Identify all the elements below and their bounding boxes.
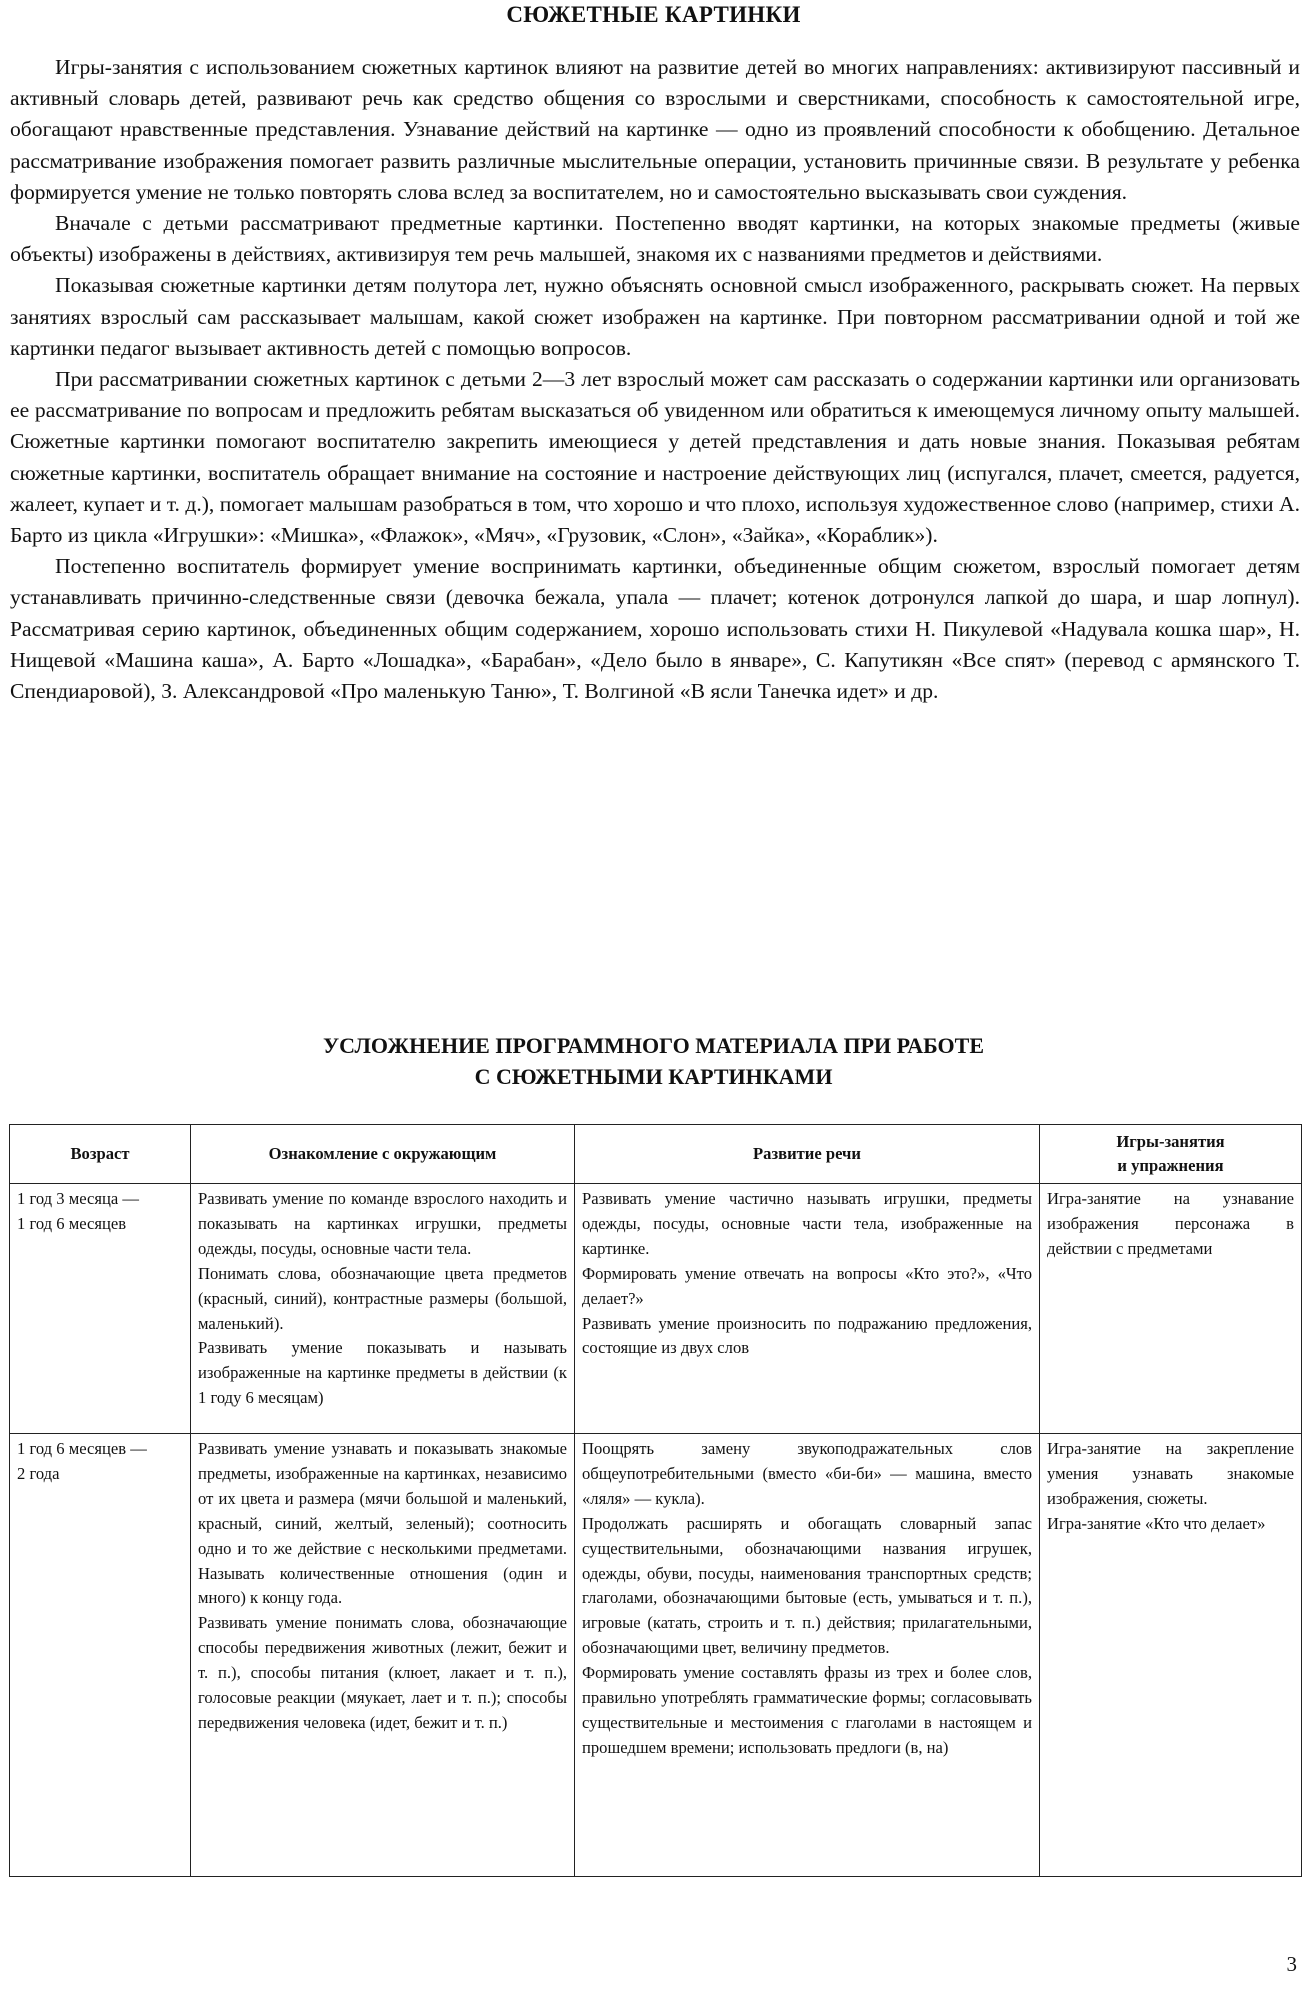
- speech-cell: [575, 1434, 1040, 1877]
- section-heading-line: УСЛОЖНЕНИЕ ПРОГРАММНОГО МАТЕРИАЛА ПРИ РАБОТЕ: [322, 1033, 985, 1058]
- header-age: Возраст: [10, 1125, 191, 1184]
- paragraph: Игры-занятия с использованием сюжетных картинок влияют на развитие детей во многих направлениях: активизируют пассивный и активный словарь детей, развивают речь как средство общения со взрослыми и сверстниками, способность к самостоятельной игре, обогащают нравственные представления. Узнавание действий на картинке — одно из проявлений способности к обобщению. Детальное рассматривание изображения помогает развить различные мыслительные операции, установить причинные связи. В результате у ребенка формируется умение не только повторять слова вслед за воспитателем, но и самостоятельно высказывать свои суждения.: [10, 55, 1300, 204]
- age-line: 1 год 6 месяцев: [17, 1213, 127, 1233]
- header-games: [1040, 1125, 1302, 1184]
- paragraph: Постепенно воспитатель формирует умение воспринимать картинки, объединенные общим сюжетом, взрослый помогает детям устанавливать причинно-следственные связи (девочка бежала, упала — плачет; котенок дотронулся лапкой до шара, и шар лопнул). Рассматривая серию картинок, объединенных общим содержанием, хорошо использовать стихи Н. Пикулевой «Надувала кошка шар», Н. Нищевой «Машина каша», А. Барто «Лошадка», «Барабан», «Дело было в январе», С. Капутикян «Все спят» (перевод с армянского Т. Спендиаровой), З. Александровой «Про маленькую Таню», Т. Волгиной «В ясли Танечка идет» и др.: [10, 554, 1300, 704]
- paragraph: Показывая сюжетные картинки детям полутора лет, нужно объяснять основной смысл изображенного, раскрывать сюжет. На первых занятиях взрослый сам рассказывает малышам, какой сюжет изображен на картинке. При повторном рассматривании одной и той же картинки педагог вызывает активность детей с помощью вопросов.: [10, 273, 1300, 360]
- cell-paragraph: Развивать умение показывать и называть изображенные на картинке предметы в действии (к 1 году 6 месяцам): [198, 1338, 567, 1408]
- age-line: 1 год 6 месяцев —: [17, 1439, 147, 1458]
- cell-paragraph: Развивать умение частично называть игрушки, предметы одежды, посуды, основные части тела, изображенные на картинке.: [582, 1189, 1032, 1258]
- cell-paragraph: Формировать умение отвечать на вопросы «Кто это?», «Что делает?»: [582, 1263, 1032, 1308]
- page-number: 3: [1286, 1952, 1297, 1976]
- cell-paragraph: Развивать умение произносить по подражанию предложения, состоящие из двух слов: [582, 1313, 1032, 1358]
- paragraph: Вначале с детьми рассматривают предметные картинки. Постепенно вводят картинки, на которых знакомые предметы (живые объекты) изображены в действиях, активизируя тем речь малышей, знакомя их с названиями предметов и действиями.: [10, 211, 1300, 267]
- age-cell: [10, 1434, 191, 1877]
- intro-text: [10, 52, 1300, 707]
- table-row: [10, 1184, 1302, 1434]
- speech-cell: [575, 1184, 1040, 1434]
- environment-cell: [191, 1434, 575, 1877]
- header-games-line: и упражнения: [1117, 1156, 1224, 1175]
- cell-paragraph: Формировать умение составлять фразы из трех и более слов, правильно употреблять грамматические формы; согласовывать существительные и местоимения с глаголами в настоящем и прошедшем времени; использовать предлоги (в, на): [582, 1663, 1032, 1757]
- header-speech: Развитие речи: [575, 1125, 1040, 1184]
- games-cell: [1040, 1184, 1302, 1434]
- games-cell: [1040, 1434, 1302, 1877]
- program-table: [9, 1124, 1302, 1877]
- cell-paragraph: Понимать слова, обозначающие цвета предметов (красный, синий), контрастные размеры (большой, маленький).: [198, 1263, 567, 1333]
- cell-paragraph: Игра-занятие на закрепление умения узнавать знакомые изображения, сюжеты.: [1047, 1439, 1294, 1508]
- table-header-row: [10, 1125, 1302, 1184]
- cell-paragraph: Развивать умение узнавать и показывать знакомые предметы, изображенные на картинках, независимо от их цвета и размера (мячи большой и маленький, красный, синий, желтый, зеленый); соотносить одно и то же действие с несколькими предметами. Называть количественные отношения (один и много) к концу года.: [198, 1439, 567, 1608]
- age-cell: [10, 1184, 191, 1434]
- age-line: 1 год 3 месяца —: [17, 1189, 139, 1208]
- cell-paragraph: Продолжать расширять и обогащать словарный запас существительными, обозначающими названия игрушек, одежды, обуви, посуды, наименования транспортных средств; глаголами, обозначающими бытовые (есть, умываться и т. п.), игровые (катать, строить и т. п.) действия; прилагательными, обозначающими цвет, величину предметов.: [582, 1513, 1032, 1658]
- cell-paragraph: Игра-занятие на узнавание изображения персонажа в действии с предметами: [1047, 1189, 1294, 1258]
- cell-paragraph: Развивать умение по команде взрослого находить и показывать на картинках игрушки, предметы одежды, посуды, основные части тела.: [198, 1189, 567, 1258]
- header-environment: Ознакомление с окружающим: [191, 1125, 575, 1184]
- page-title: СЮЖЕТНЫЕ КАРТИНКИ: [506, 2, 801, 27]
- cell-paragraph: Поощрять замену звукоподражательных слов общеупотребительными (вместо «би-би» — машина, вместо «ляля» — кукла).: [582, 1439, 1032, 1508]
- section-heading-line: С СЮЖЕТНЫМИ КАРТИНКАМИ: [474, 1064, 833, 1089]
- age-line: 2 года: [17, 1463, 60, 1483]
- section-heading: [0, 1030, 1307, 1092]
- environment-cell: [191, 1184, 575, 1434]
- paragraph: При рассматривании сюжетных картинок с детьми 2—3 лет взрослый может сам рассказать о содержании картинки или организовать ее рассматривание по вопросам и предложить ребятам высказаться об увиденном или обратиться к имеющемуся личному опыту малышей. Сюжетные картинки помогают воспитателю закрепить имеющиеся у детей представления и дать новые знания. Показывая ребятам сюжетные картинки, воспитатель обращает внимание на состояние и настроение действующих лиц (испугался, плачет, смеется, радуется, жалеет, купает и т. д.), помогает малышам разобраться в том, что хорошо и что плохо, используя художественное слово (например, стихи А. Барто из цикла «Игрушки»: «Мишка», «Флажок», «Мяч», «Грузовик, «Слон», «Зайка», «Кораблик»).: [10, 367, 1301, 548]
- table-row: [10, 1434, 1302, 1877]
- cell-paragraph: Развивать умение понимать слова, обозначающие способы передвижения животных (лежит, бежит и т. п.), способы питания (клюет, лакает и т. п.), голосовые реакции (мяукает, лает и т. п.); способы передвижения человека (идет, бежит и т. п.): [198, 1613, 567, 1732]
- header-games-line: Игры-занятия: [1116, 1132, 1225, 1151]
- cell-paragraph: Игра-занятие «Кто что делает»: [1047, 1513, 1266, 1533]
